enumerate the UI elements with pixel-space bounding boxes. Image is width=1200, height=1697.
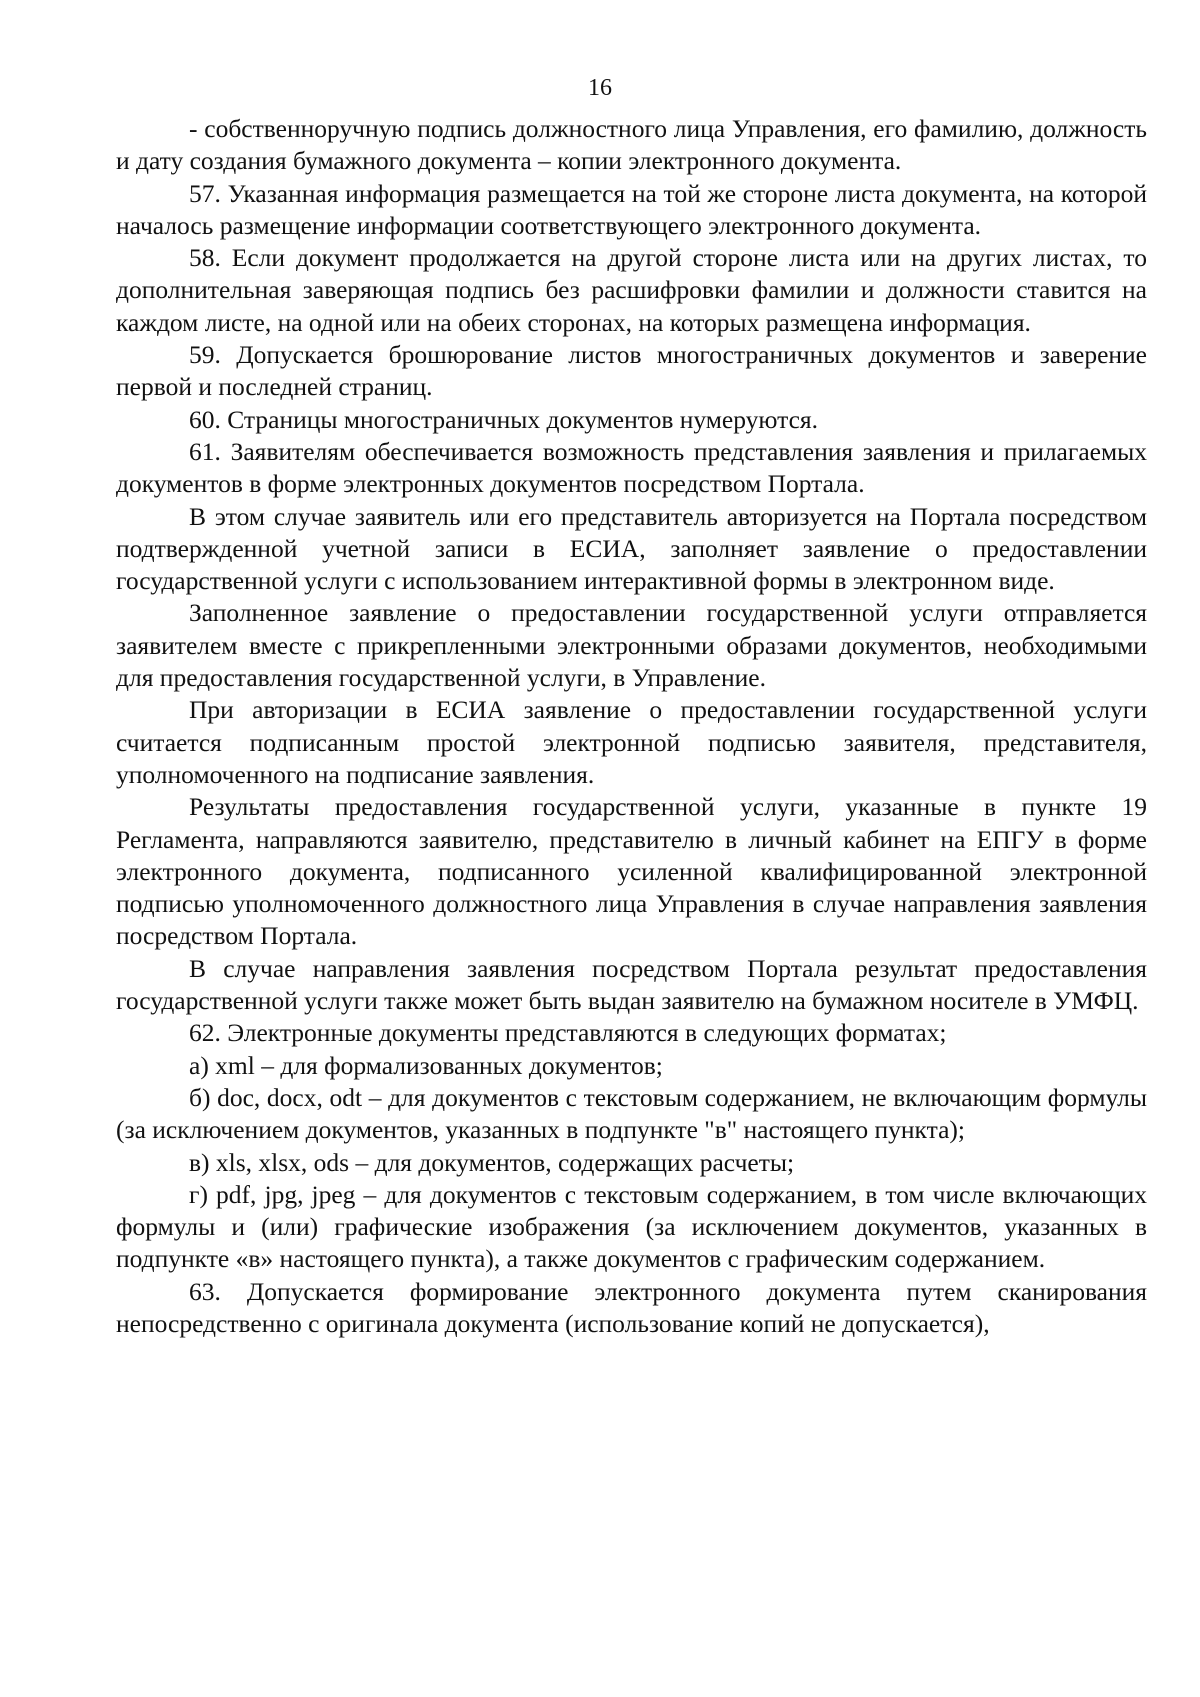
paragraph: 62. Электронные документы представляются в следующих форматах;: [189, 1018, 947, 1048]
paragraph: В случае направления заявления посредством Портала результат предоставления государственной услуги также может быть выдан заявителю на бумажном носителе в УМФЦ.: [116, 953, 1147, 1016]
paragraph: в) xls, xlsx, ods – для документов, содержащих расчеты;: [189, 1147, 795, 1177]
page-number: 16: [588, 75, 612, 101]
paragraph: При авторизации в ЕСИА заявление о предоставлении государственной услуги считается подписанным простой электронной подписью заявителя, представителя, уполномоченного на подписание заявления.: [116, 695, 1147, 789]
paragraph: б) doc, docx, odt – для документов с текстовым содержанием, не включающим формулы (за исключением документов, указанных в подпункте "в" настоящего пункта);: [116, 1082, 1147, 1145]
paragraph: 59. Допускается брошюрование листов многостраничных документов и заверение первой и последней страниц.: [116, 340, 1147, 402]
paragraph: 60. Страницы многостраничных документов нумеруются.: [189, 404, 819, 434]
paragraph: Заполненное заявление о предоставлении государственной услуги отправляется заявителем вместе с прикрепленными электронными образами документов, необходимыми для предоставления государственной услуги, в Управление.: [116, 598, 1147, 693]
paragraph: 63. Допускается формирование электронного документа путем сканирования непосредственно с оригинала документа (использование копий не допускается),: [116, 1276, 1147, 1338]
paragraph: г) pdf, jpg, jpeg – для документов с текстовым содержанием, в том числе включающих формулы и (или) графические изображения (за исключением документов, указанных в подпункте «в» настоящего пункта), а также документов с графическим содержанием.: [116, 1179, 1147, 1274]
paragraph: - собственноручную подпись должностного лица Управления, его фамилию, должность и дату создания бумажного документа – копии электронного документа.: [116, 114, 1147, 176]
document-body: [116, 113, 1147, 1340]
paragraph: Результаты предоставления государственной услуги, указанные в пункте 19 Регламента, направляются заявителю, представителю в личный кабинет на ЕПГУ в форме электронного документа, подписанного усиленной квалифицированной электронной подписью уполномоченного должностного лица Управления в случае направления заявления посредством Портала.: [116, 792, 1147, 951]
paragraph: 58. Если документ продолжается на другой стороне листа или на других листах, то дополнительная заверяющая подпись без расшифровки фамилии и должности ставится на каждом листе, на одной или на обеих сторонах, на которых размещена информация.: [116, 243, 1147, 337]
paragraph: а) xml – для формализованных документов;: [189, 1050, 663, 1080]
paragraph: 57. Указанная информация размещается на той же стороне листа документа, на которой началось размещение информации соответствующего электронного документа.: [116, 178, 1147, 240]
paragraph: В этом случае заявитель или его представитель авторизуется на Портала посредством подтвержденной учетной записи в ЕСИА, заполняет заявление о предоставлении государственной услуги с использованием интерактивной формы в электронном виде.: [116, 501, 1147, 596]
paragraph: 61. Заявителям обеспечивается возможность представления заявления и прилагаемых документов в форме электронных документов посредством Портала.: [116, 436, 1147, 499]
